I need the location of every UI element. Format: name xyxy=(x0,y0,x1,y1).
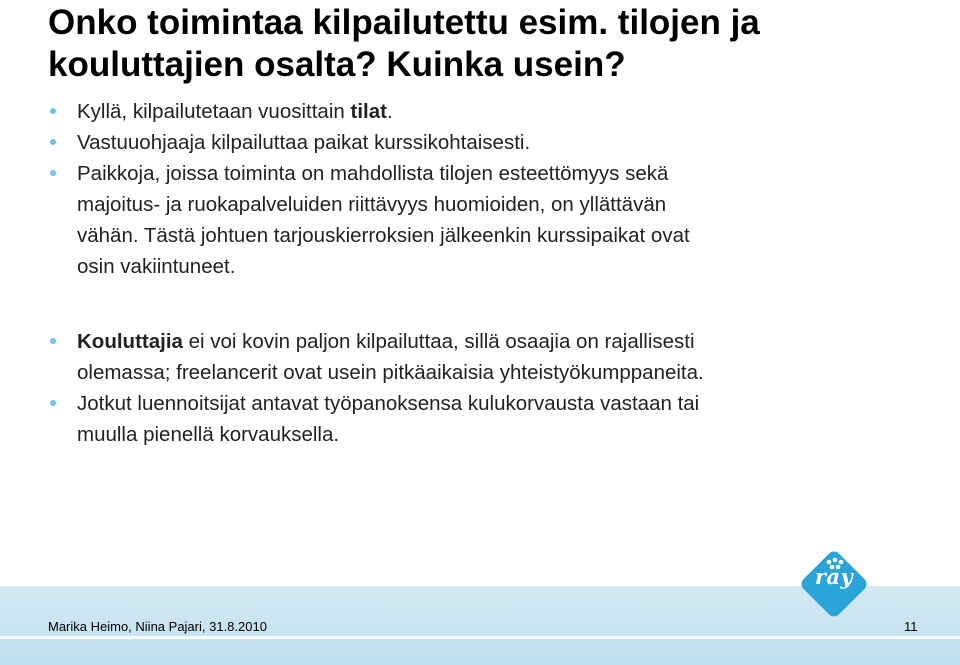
slide-title xyxy=(48,2,938,86)
bullet-text-line: Paikkoja, joissa toiminta on mahdollista tilojen esteettömyys sekä xyxy=(77,162,669,185)
bullet-text-tail: . xyxy=(386,100,393,123)
bullet-text-line: majoitus- ja ruokapalveluiden riittävyys huomioiden, on yllättävän xyxy=(77,193,667,216)
bullet-item xyxy=(48,388,928,450)
ray-logo xyxy=(798,548,870,620)
footer-authors: Marika Heimo, Niina Pajari, 31.8.2010 xyxy=(48,619,267,634)
bullet-dot-icon xyxy=(50,400,56,406)
bullet-dot-icon xyxy=(50,338,56,344)
bullet-text-line: muulla pienellä korvauksella. xyxy=(77,423,340,446)
bullet-item xyxy=(48,158,928,282)
bullet-text-line: olemassa; freelancerit ovat usein pitkäaikaisia yhteistyökumppaneita. xyxy=(77,361,704,384)
bullet-dot-icon xyxy=(50,139,56,145)
bullet-text-line: osin vakiintuneet. xyxy=(77,255,236,278)
logo-text: ray xyxy=(814,564,854,589)
bullet-item xyxy=(48,127,928,158)
title-line-2: kouluttajien osalta? Kuinka usein? xyxy=(48,45,626,84)
bullet-text-line: Jotkut luennoitsijat antavat työpanoksensa kulukorvausta vastaan tai xyxy=(77,392,700,415)
bullet-bold-text: tilat xyxy=(350,100,387,123)
page-number: 11 xyxy=(904,619,918,634)
bullet-text: ei voi kovin paljon kilpailuttaa, sillä osaajia on rajallisesti xyxy=(182,330,695,353)
bullet-item xyxy=(48,96,928,127)
bullet-dot-icon xyxy=(50,170,56,176)
bullet-list xyxy=(48,96,928,450)
bullet-text: Vastuuohjaaja kilpailuttaa paikat kurssikohtaisesti. xyxy=(77,131,531,154)
bullet-bold-text: Kouluttajia xyxy=(77,330,183,353)
footer-divider xyxy=(0,636,960,639)
title-line-1: Onko toimintaa kilpailutettu esim. tilojen ja xyxy=(48,3,760,42)
bullet-text: Kyllä, kilpailutetaan vuosittain xyxy=(77,100,351,123)
bullet-item xyxy=(48,326,928,388)
bullet-text-line: vähän. Tästä johtuen tarjouskierroksien jälkeenkin kurssipaikat ovat xyxy=(77,224,690,247)
bullet-dot-icon xyxy=(50,108,56,114)
